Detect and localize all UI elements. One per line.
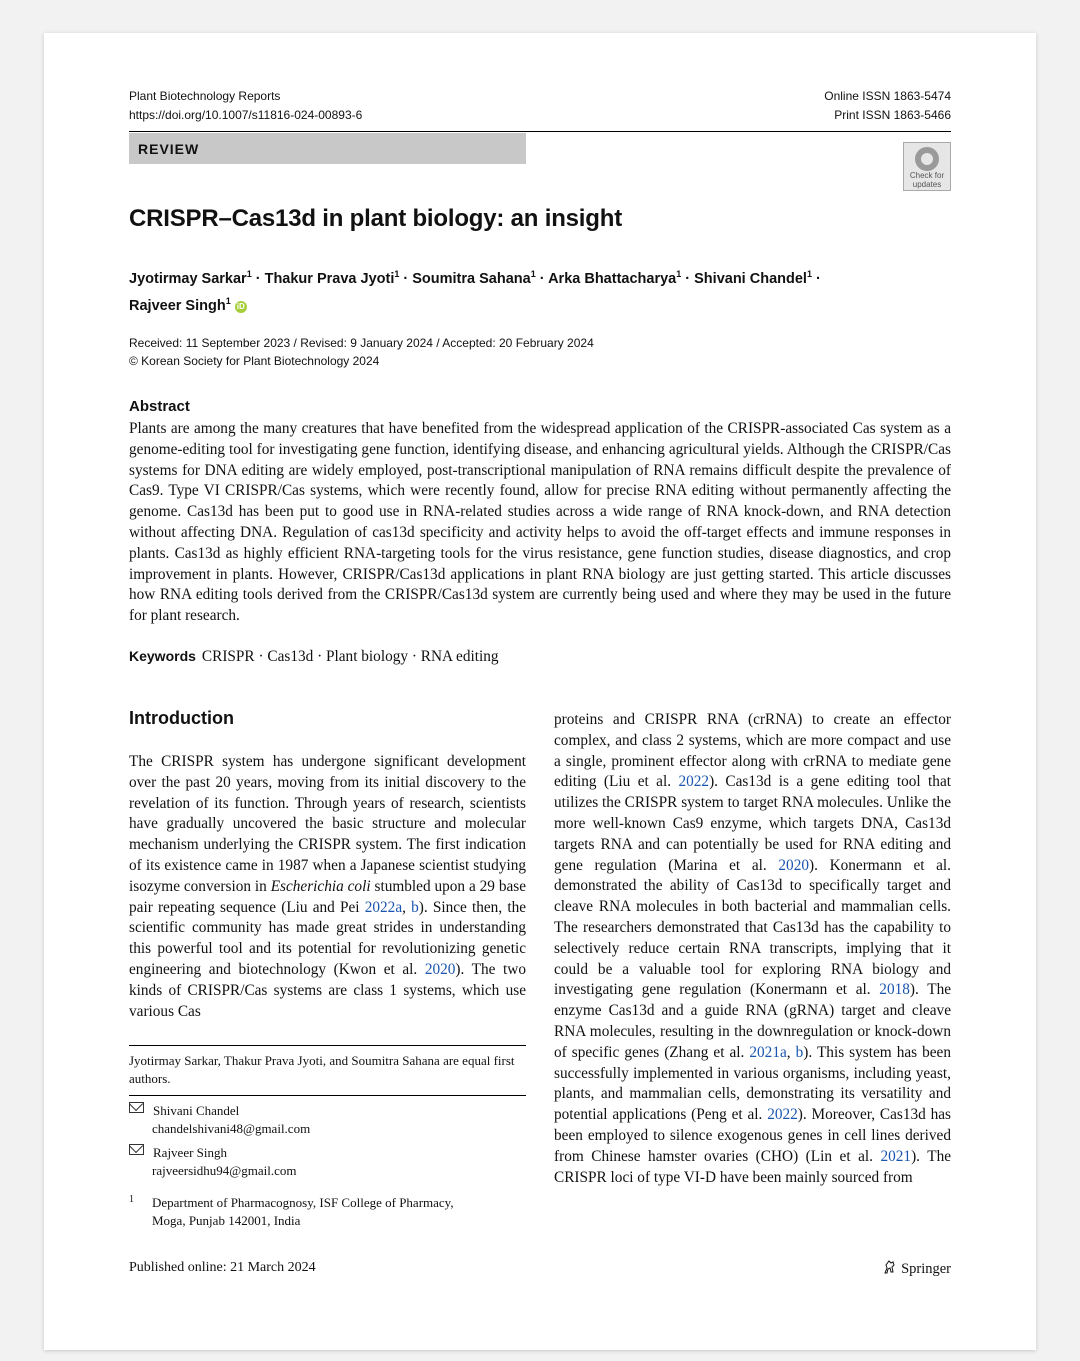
corresponding-author	[129, 1102, 310, 1137]
section-heading-introduction: Introduction	[129, 708, 234, 728]
intro-column-left: The CRISPR system has undergone significant development over the past 20 years, moving from its initial discovery to the revelation of its function. Through years of research, scientists have gradually uncovered the basic structure and molecular mechanism underlying the CRISPR system. The first indication of its existence came in 1987 when a Japanese scientist studying isozyme conversion in Escherichia coli stumbled upon a 29 base pair repeating sequence (Liu and Pei 2022a, b). Since then, the scientific community has made great strides in understanding this powerful tool and its potential for revolutionizing genetic engineering and biotechnology (Kwon et al. 2020). The two kinds of CRISPR/Cas systems are class 1 systems, which use various Cas	[129, 753, 527, 1020]
contact-email[interactable]: chandelshivani48@gmail.com	[152, 1120, 311, 1136]
intro-column-right: proteins and CRISPR RNA (crRNA) to create an effector complex, and class 2 systems, which are more compact and use a single, prominent effector along with crRNA to mediate gene editing (Liu et al. 2022). Cas13d is a gene editing tool that utilizes the CRISPR system to target RNA molecules. Unlike the more well-known Cas9 enzyme, which targets DNA, Cas13d targets RNA and can potentially be used for RNA editing and gene regulation (Marina et al. 2020). Konermann et al. demonstrated the ability of Cas13d to specifically target and cleave RNA molecules in both bacterial and mammalian cells. The researchers demonstrated that Cas13d has the capability to selectively reduce certain RNA transcripts, implying that it could be a valuable tool for exploring RNA biology and investigating gene regulation (Konermann et al. 2018). The enzyme Cas13d and a guide RNA (gRNA) target and cleave RNA molecules, resulting in the downregulation or knock-down of specific genes (Zhang et al. 2021a, b). This system has been successfully implemented in various organisms, including yeast, plants, and mammalian cells, demonstrating its versatility and potential applications (Peng et al. 2022). Moreover, Cas13d has been employed to silence exogenous genes in cell lines derived from Chinese hamster ovaries (CHO) (Lin et al. 2021). The CRISPR loci of type VI-D have been mainly sourced from	[554, 711, 952, 1186]
envelope-icon	[129, 1102, 144, 1113]
publisher-name: Springer	[901, 1261, 951, 1277]
issn-block	[824, 87, 951, 125]
species-name: Escherichia coli	[270, 877, 371, 895]
equal-authors-note: Jyotirmay Sarkar, Thakur Prava Jyoti, and Soumitra Sahana are equal first authors.	[129, 1053, 515, 1086]
citation-link[interactable]: 2020	[424, 960, 456, 978]
citation-link[interactable]: 2022a	[364, 898, 403, 916]
citation-link[interactable]: 2021	[880, 1147, 912, 1165]
check-for-updates-button[interactable]: Check for updates	[903, 142, 951, 191]
footnote-rule	[129, 1045, 526, 1046]
citation-link[interactable]: 2022	[678, 773, 710, 791]
check-updates-icon	[915, 147, 939, 171]
citation-link[interactable]: b	[411, 898, 419, 916]
affiliation-number: 1	[129, 1194, 134, 1205]
citation-link[interactable]: 2020	[778, 856, 809, 874]
print-issn: Print ISSN 1863-5466	[834, 108, 951, 122]
corresponding-author	[129, 1144, 296, 1179]
citation-link[interactable]: 2021a	[749, 1043, 787, 1061]
author[interactable]: Rajveer Singh$^1$	[129, 295, 231, 314]
orcid-icon[interactable]: iD	[236, 301, 245, 311]
copyright: © Korean Society for Plant Biotechnology 2024	[129, 354, 380, 368]
online-issn: Online ISSN 1863-5474	[824, 89, 951, 103]
journal-name: Plant Biotechnology Reports	[129, 89, 281, 103]
doi-link[interactable]: https://doi.org/10.1007/s11816-024-00893-6	[129, 108, 363, 122]
author[interactable]: Jyotirmay Sarkar$^1$	[129, 269, 252, 287]
abstract-text: Plants are among the many creatures that have benefited from the widespread application of the CRISPR-associated Cas system as a genome-editing tool for investigating gene function, identifying disease, and enhancing agricultural yields. Although the CRISPR/Cas systems for DNA editing are widely employed, post-transcriptional manipulation of RNA remains difficult despite the prevalence of Cas9. Type VI CRISPR/Cas systems, which were recently found, allow for precise RNA editing without permanently affecting the genome. Cas13d has been put to good use in RNA-related studies across a wide range of RNA knock-down, and RNA detection without affecting DNA. Regulation of cas13d specificity and activity helps to avoid the off-target effects and immune responses in plants. Cas13d as highly efficient RNA-targeting tools for the virus resistance, gene function studies, disease diagnostics, and crop improvement in plants. However, CRISPR/Cas13d applications in plant RNA biology are just getting started. This article discusses how RNA editing tools derived from the CRISPR/Cas13d system are currently being used and where they may be used in the future for plant research.	[129, 420, 951, 625]
keywords-label: Keywords	[129, 648, 196, 664]
header-rule	[129, 131, 951, 132]
citation-link[interactable]: 2018	[879, 981, 910, 999]
contact-name: Rajveer Singh	[153, 1145, 228, 1160]
envelope-icon	[129, 1144, 144, 1155]
author[interactable]: Shivani Chandel$^1$	[694, 269, 812, 287]
abstract-heading: Abstract	[129, 398, 190, 415]
history-dates: Received: 11 September 2023 / Revised: 9 January 2024 / Accepted: 20 February 2024	[129, 336, 594, 350]
author-list: Jyotirmay Sarkar$^1$ · Thakur Prava Jyoti$^1$ · Soumitra Sahana$^1$ · Arka Bhattacharya$^1$ · Shivani Chandel$^1$ · Rajveer Singh$^1$ iD	[129, 269, 821, 314]
paper-title: CRISPR–Cas13d in plant biology: an insight	[129, 205, 622, 232]
article-type-bar	[129, 133, 526, 164]
affiliation: 1 Department of Pharmacognosy, ISF College of Pharmacy, Moga, Punjab 142001, India	[129, 1194, 454, 1229]
journal-header	[129, 87, 362, 125]
keywords-list: CRISPR · Cas13d · Plant biology · RNA editing	[201, 648, 499, 665]
footnote-rule	[129, 1095, 526, 1096]
citation-link[interactable]: 2022	[767, 1106, 798, 1124]
article-dates	[129, 334, 594, 370]
author[interactable]: Thakur Prava Jyoti$^1$	[264, 269, 400, 287]
contact-name: Shivani Chandel	[153, 1103, 240, 1118]
contact-email[interactable]: rajveersidhu94@gmail.com	[152, 1162, 297, 1178]
paper-page	[44, 33, 1036, 1350]
publisher-logo	[882, 1259, 951, 1278]
citation-link[interactable]: b	[795, 1043, 804, 1061]
article-type: REVIEW	[138, 141, 200, 157]
author[interactable]: Arka Bhattacharya$^1$	[548, 269, 682, 287]
published-date: Published online: 21 March 2024	[129, 1260, 316, 1275]
author[interactable]: Soumitra Sahana$^1$	[412, 269, 536, 287]
springer-horse-icon	[882, 1259, 898, 1275]
keywords	[129, 648, 499, 666]
